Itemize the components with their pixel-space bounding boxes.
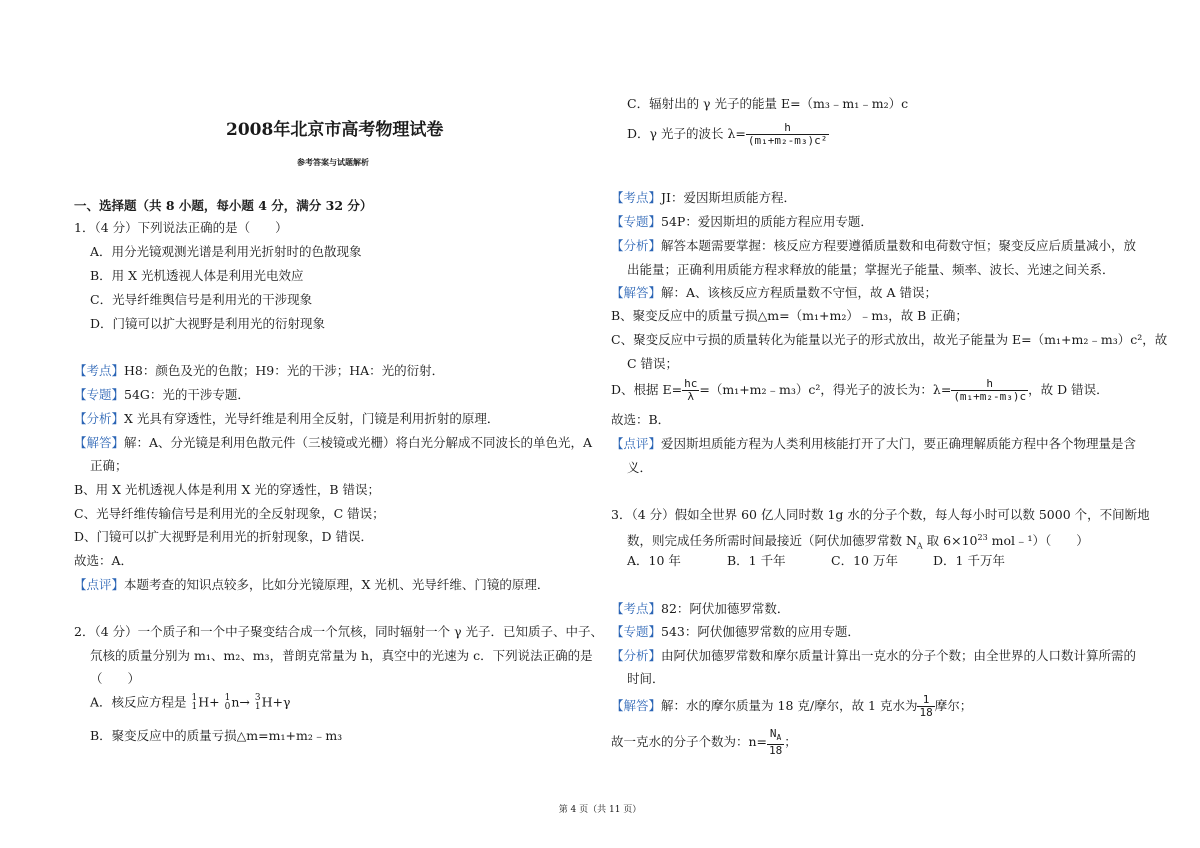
q1-jieda-2: 正确； [90,458,128,473]
q2-fenxi [611,238,1136,254]
q3-option-a: A．10 年 [627,553,681,568]
q3-zhuanti [611,624,860,640]
section-heading: 一、选择题（共 8 小题，每小题 4 分，满分 32 分） [74,198,373,213]
fraction-numerator [767,728,784,745]
fraction-denominator: (m₁+m₂-m₃)c² [747,134,828,147]
fraction-denominator: 18 [919,706,933,719]
q3-option-b: B．1 千年 [727,553,786,568]
fenxi-tag: 【分析】 [611,648,662,663]
fenxi-text: 解答本题需要掌握：核反应方程要遵循质量数和电荷数守恒；聚变反应后质量减小，放 [661,238,1137,253]
q1-jieda [74,435,592,451]
jieda-text: 解：A、分光镜是利用色散元件（三棱镜或光栅）将白光分解成不同波长的单色光，A [124,435,593,450]
avogadro-symbol: N [769,727,777,740]
fraction-numerator: 1 [917,694,934,707]
q1-option-d: D．门镜可以扩大视野是利用光的衍射现象 [90,316,326,331]
q2-fenxi-2: 出能量；正确利用质能方程求释放的能量；掌握光子能量、频率、波长、光速之间关系． [627,262,1115,277]
q1-option-c: C．光导纤维舆信号是利用光的干涉现象 [90,292,313,307]
energy-fraction [682,378,699,403]
zhuanti-text: 54G：光的干涉专题． [124,387,250,402]
page-footer: 第 4 页（共 11 页） [558,805,642,815]
mass-number: 1 [224,693,231,703]
q2-jieda-3: C、聚变反应中亏损的质量转化为能量以光子的形式放出，故光子能量为 E=（m₁+m₂﹣m₃）c²，故 [611,332,1168,347]
q3-kaodian [611,601,789,617]
stem-text: 数，则完成任务所需时间最接近（阿伏加德罗常数 N [627,533,917,549]
q2-dianping [611,436,1136,452]
mass-number: 3 [254,693,261,703]
q1-jieda-3: B、用 X 光机透视人体是利用 X 光的穿透性，B 错误； [74,482,381,497]
dianping-text: 爱因斯坦质能方程为人类利用核能打开了大门，要正确理解质能方程中各个物理量是含 [661,436,1137,451]
jieda-text: 摩尔； [934,698,973,713]
jieda-tag: 【解答】 [74,435,125,450]
fraction-denominator: 18 [769,744,783,758]
molecule-count-fraction [767,728,784,757]
jieda-tag: 【解答】 [611,285,662,300]
page-title: 2008年北京市高考物理试卷 [226,120,444,140]
atomic-number: 1 [254,702,261,712]
wavelength-fraction [951,378,1028,403]
jieda-text: 解：A、该核反应方程质量数不守恒，故 A 错误； [661,285,938,300]
fenxi-tag: 【分析】 [74,411,125,426]
jieda-text: D、根据 E= [611,382,683,397]
jieda-text: 解：水的摩尔质量为 18 克/摩尔，故 1 克水为 [661,698,918,713]
superscript: 23 [977,533,988,542]
kaodian-text: H8：颜色及光的色散；H9：光的干涉；HA：光的衍射． [124,363,445,378]
kaodian-text: 82：阿伏加德罗常数． [661,601,790,616]
q1-stem: 1．（4 分）下列说法正确的是（ ） [74,220,288,235]
q1-jieda-4: C、光导纤维传输信号是利用光的全反射现象，C 错误； [74,506,385,521]
nuclide-symbol: H+ [198,694,220,710]
atomic-number: 1 [191,702,198,712]
q3-option-d: D．1 千万年 [933,553,1005,568]
nuclide-symbol: H+γ [261,694,291,710]
q1-fenxi [74,411,499,427]
dianping-text: 本题考查的知识点较多，比如分光镜原理，X 光机、光导纤维、门镜的原理． [124,577,550,592]
jieda-text: ； [784,734,797,750]
q2-zhuanti [611,214,873,230]
q2-option-d [627,122,829,147]
zhuanti-tag: 【专题】 [611,624,662,639]
q2-stem-2: 氘核的质量分别为 m₁、m₂、m₃，普朗克常量为 h，真空中的光速为 c．下列说法正确的是 [90,648,593,663]
q2-jieda-2: B、聚变反应中的质量亏损△m=（m₁+m₂）﹣m₃，故 B 正确； [611,308,968,323]
kaodian-tag: 【考点】 [611,190,662,205]
q1-jieda-5: D、门镜可以扩大视野是利用光的折射现象，D 错误． [74,529,374,544]
q2-stem-3: （ ） [90,671,141,686]
q3-option-c: C．10 万年 [831,553,898,568]
wavelength-fraction [746,122,829,147]
subscript: A [916,541,923,551]
q2-option-c: C．辐射出的 γ 光子的能量 E=（m₃﹣m₁﹣m₂）c [627,96,909,111]
fraction-numerator: h [951,378,1028,391]
nuclide-proton [192,694,198,712]
q1-zhuanti [74,387,250,403]
q2-option-b: B．聚变反应中的质量亏损△m=m₁+m₂﹣m₃ [90,728,343,743]
kaodian-tag: 【考点】 [74,363,125,378]
zhuanti-text: 54P：爱因斯坦的质能方程应用专题． [661,214,873,229]
q2-jieda [611,285,937,301]
q3-fenxi [611,648,1136,664]
q2-jieda-5 [611,378,1109,403]
jieda-text: =（m₁+m₂﹣m₃）c²，得光子的波长为：λ= [699,382,952,397]
jieda-tag: 【解答】 [611,698,662,713]
option-a-label: A．核反应方程是 [90,694,187,710]
dianping-tag: 【点评】 [611,436,662,451]
fenxi-tag: 【分析】 [611,238,662,253]
page-subtitle: 参考答案与试题解析 [297,157,369,167]
q1-kaodian [74,363,444,379]
dianping-tag: 【点评】 [74,577,125,592]
stem-text: 取 6×10 [922,533,978,549]
q1-answer: 故选：A． [74,553,134,568]
q3-stem-2 [627,530,1089,555]
nuclide-symbol: n→ [231,694,250,710]
q2-jieda-4: C 错误； [627,356,679,371]
kaodian-text: JI：爱因斯坦质能方程． [661,190,796,205]
mole-fraction [917,694,934,719]
option-d-label: D．γ 光子的波长 λ= [627,126,746,141]
subscript: A [776,733,782,743]
zhuanti-text: 543：阿伏伽德罗常数的应用专题． [661,624,860,639]
q2-stem-1: 2．（4 分）一个质子和一个中子聚变结合成一个氘核，同时辐射一个 γ 光子．已知质子、中子、 [74,624,604,639]
fenxi-text: 由阿伏加德罗常数和摩尔质量计算出一克水的分子个数；由全世界的人口数计算所需的 [661,648,1137,663]
q2-dianping-2: 义． [627,460,653,475]
fraction-denominator: (m₁+m₂-m₃)c [953,390,1027,403]
nuclide-deuteron [255,694,261,712]
q1-dianping [74,577,549,593]
zhuanti-tag: 【专题】 [74,387,125,402]
nuclide-neutron [225,694,231,712]
q3-stem-1: 3．（4 分）假如全世界 60 亿人同时数 1g 水的分子个数，每人每小时可以数 5000 个，不间断地 [611,507,1150,522]
q2-option-a [90,694,290,712]
q2-answer: 故选：B． [611,412,671,427]
fraction-numerator: h [746,122,829,135]
jieda-text: ，故 D 错误． [1028,382,1109,397]
jieda-text: 故一克水的分子个数为：n= [611,734,768,750]
mass-number: 1 [191,693,198,703]
fenxi-text: X 光具有穿透性，光导纤维是利用全反射，门镜是利用折射的原理． [124,411,500,426]
zhuanti-tag: 【专题】 [611,214,662,229]
atomic-number: 0 [224,702,231,712]
stem-text: mol﹣¹）（ ） [987,533,1089,549]
q3-jieda-2 [611,728,797,757]
q2-kaodian [611,190,796,206]
q1-option-b: B．用 X 光机透视人体是利用光电效应 [90,268,304,283]
q3-jieda [611,694,972,719]
fraction-numerator: hc [684,377,698,390]
kaodian-tag: 【考点】 [611,601,662,616]
q1-option-a: A．用分光镜观测光谱是利用光折射时的色散现象 [90,244,362,259]
fraction-denominator: λ [687,390,695,403]
q3-fenxi-2: 时间． [627,671,665,686]
